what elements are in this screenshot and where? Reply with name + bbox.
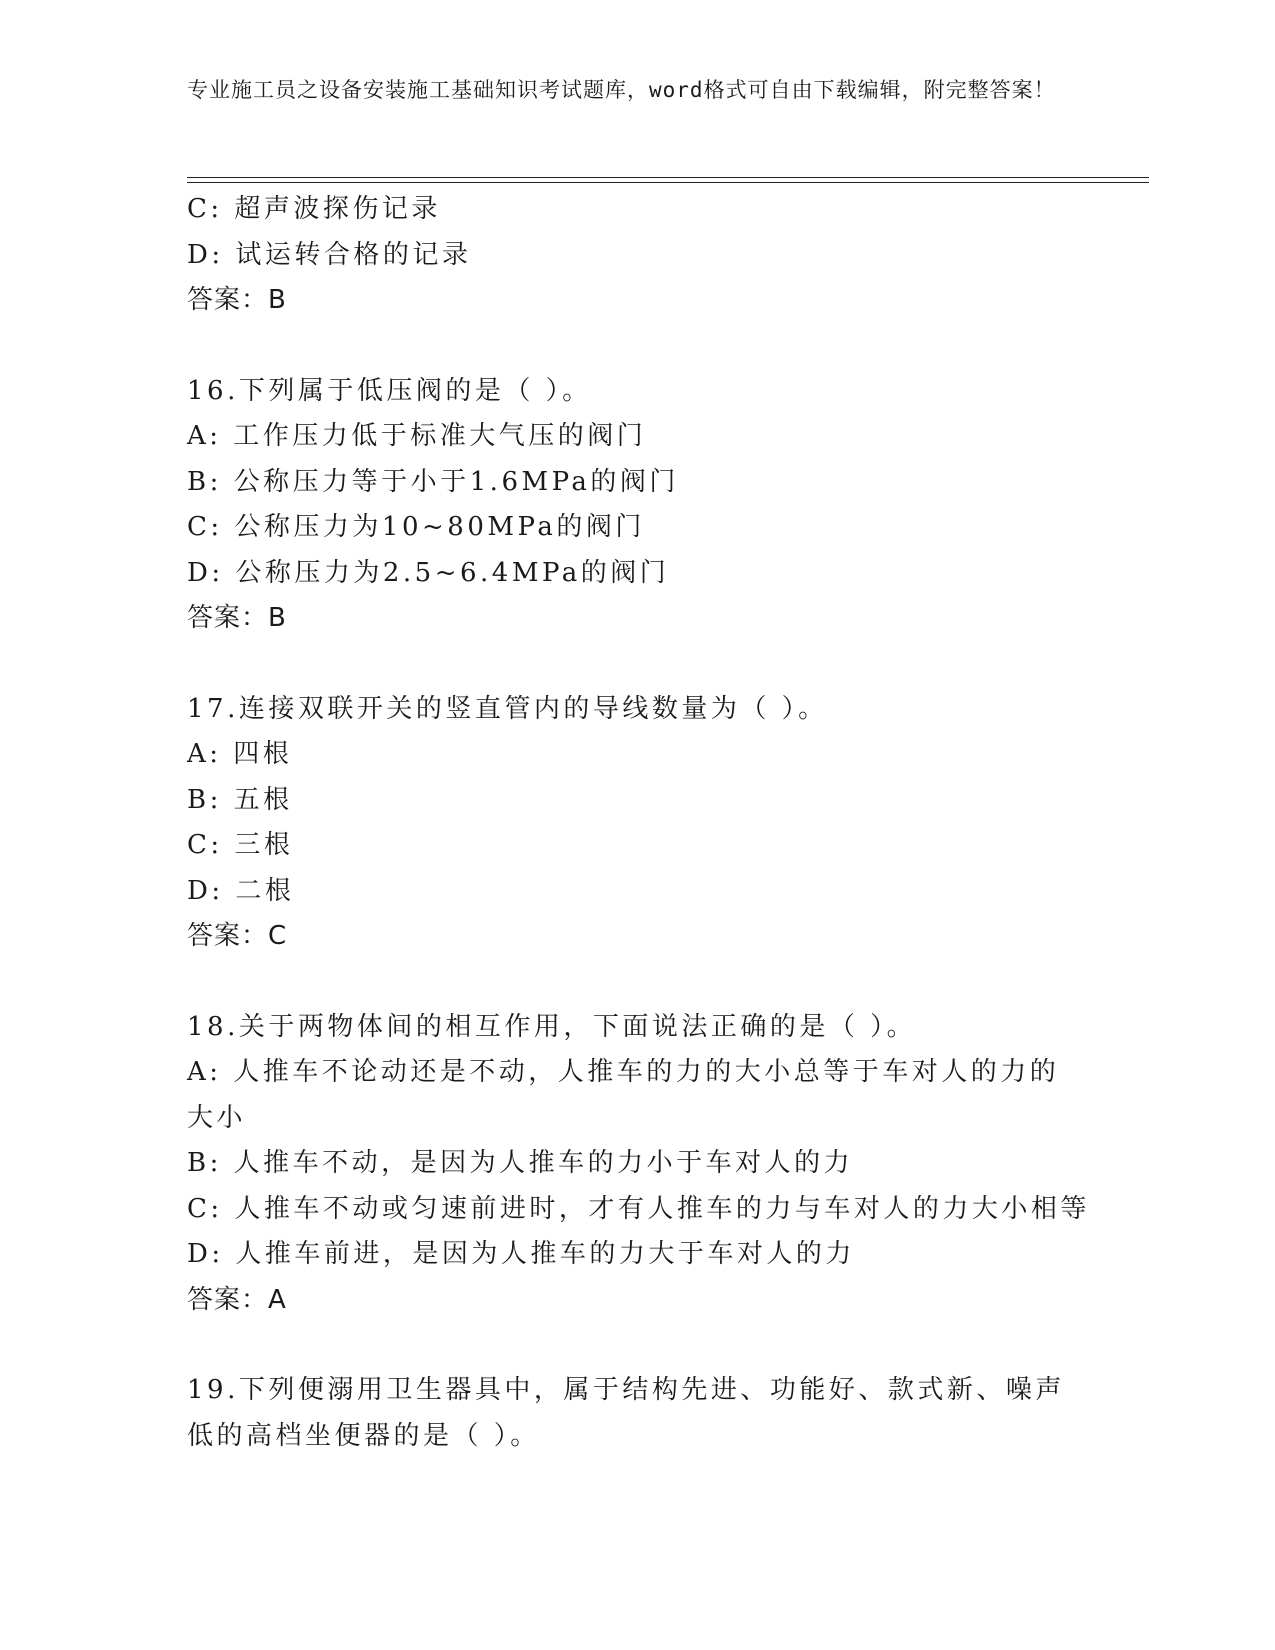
answer-line: 答案：A bbox=[187, 1284, 287, 1315]
answer-line: 答案：B bbox=[187, 285, 287, 315]
header-divider-bottom bbox=[187, 182, 1149, 183]
option-d: D: 公称压力为2.5~6.4MPa的阀门 bbox=[187, 557, 670, 588]
question-block-19 bbox=[187, 1368, 1087, 1459]
answer-line: 答案：B bbox=[187, 603, 287, 633]
option-a: A: 工作压力低于标准大气压的阀门 bbox=[187, 421, 647, 451]
option-d: D: 试运转合格的记录 bbox=[187, 239, 472, 270]
option-d: D: 人推车前进，是因为人推车的力大于车对人的力 bbox=[187, 1239, 855, 1269]
option-a: A: 人推车不论动还是不动，人推车的力的大小总等于车对人的力的大小 bbox=[187, 1057, 1060, 1133]
spacer bbox=[187, 1323, 1087, 1368]
spacer bbox=[187, 642, 1087, 687]
question-block-15 bbox=[187, 187, 1087, 324]
option-c: C: 公称压力为10~80MPa的阀门 bbox=[187, 512, 645, 542]
header-divider-top bbox=[187, 177, 1149, 178]
option-b: B: 公称压力等于小于1.6MPa的阀门 bbox=[187, 466, 679, 497]
question-block-17 bbox=[187, 687, 1087, 960]
option-d: D: 二根 bbox=[187, 875, 295, 906]
answer-line: 答案：C bbox=[187, 921, 288, 951]
option-b: B: 人推车不动，是因为人推车的力小于车对人的力 bbox=[187, 1148, 854, 1178]
question-text: 18.关于两物体间的相互作用，下面说法正确的是（ ）。 bbox=[187, 1011, 917, 1042]
question-text: 16.下列属于低压阀的是（ ）。 bbox=[187, 375, 592, 406]
option-c: C: 超声波探伤记录 bbox=[187, 194, 441, 224]
option-c: C: 三根 bbox=[187, 830, 294, 860]
spacer bbox=[187, 960, 1087, 1005]
document-header-title: 专业施工员之设备安装施工基础知识考试题库，word格式可自由下载编辑，附完整答案！ bbox=[187, 78, 1056, 102]
option-a: A: 四根 bbox=[187, 739, 293, 769]
question-block-16 bbox=[187, 369, 1087, 642]
question-text: 17.连接双联开关的竖直管内的导线数量为（ ）。 bbox=[187, 693, 828, 724]
question-list bbox=[187, 187, 1090, 1459]
question-text: 19.下列便溺用卫生器具中，属于结构先进、功能好、款式新、噪声低的高档坐便器的是（ ）。 bbox=[187, 1375, 1065, 1451]
option-c: C: 人推车不动或匀速前进时，才有人推车的力与车对人的力大小相等 bbox=[187, 1193, 1090, 1224]
option-b: B: 五根 bbox=[187, 784, 293, 815]
question-block-18 bbox=[187, 1005, 1090, 1324]
spacer bbox=[187, 324, 1087, 369]
